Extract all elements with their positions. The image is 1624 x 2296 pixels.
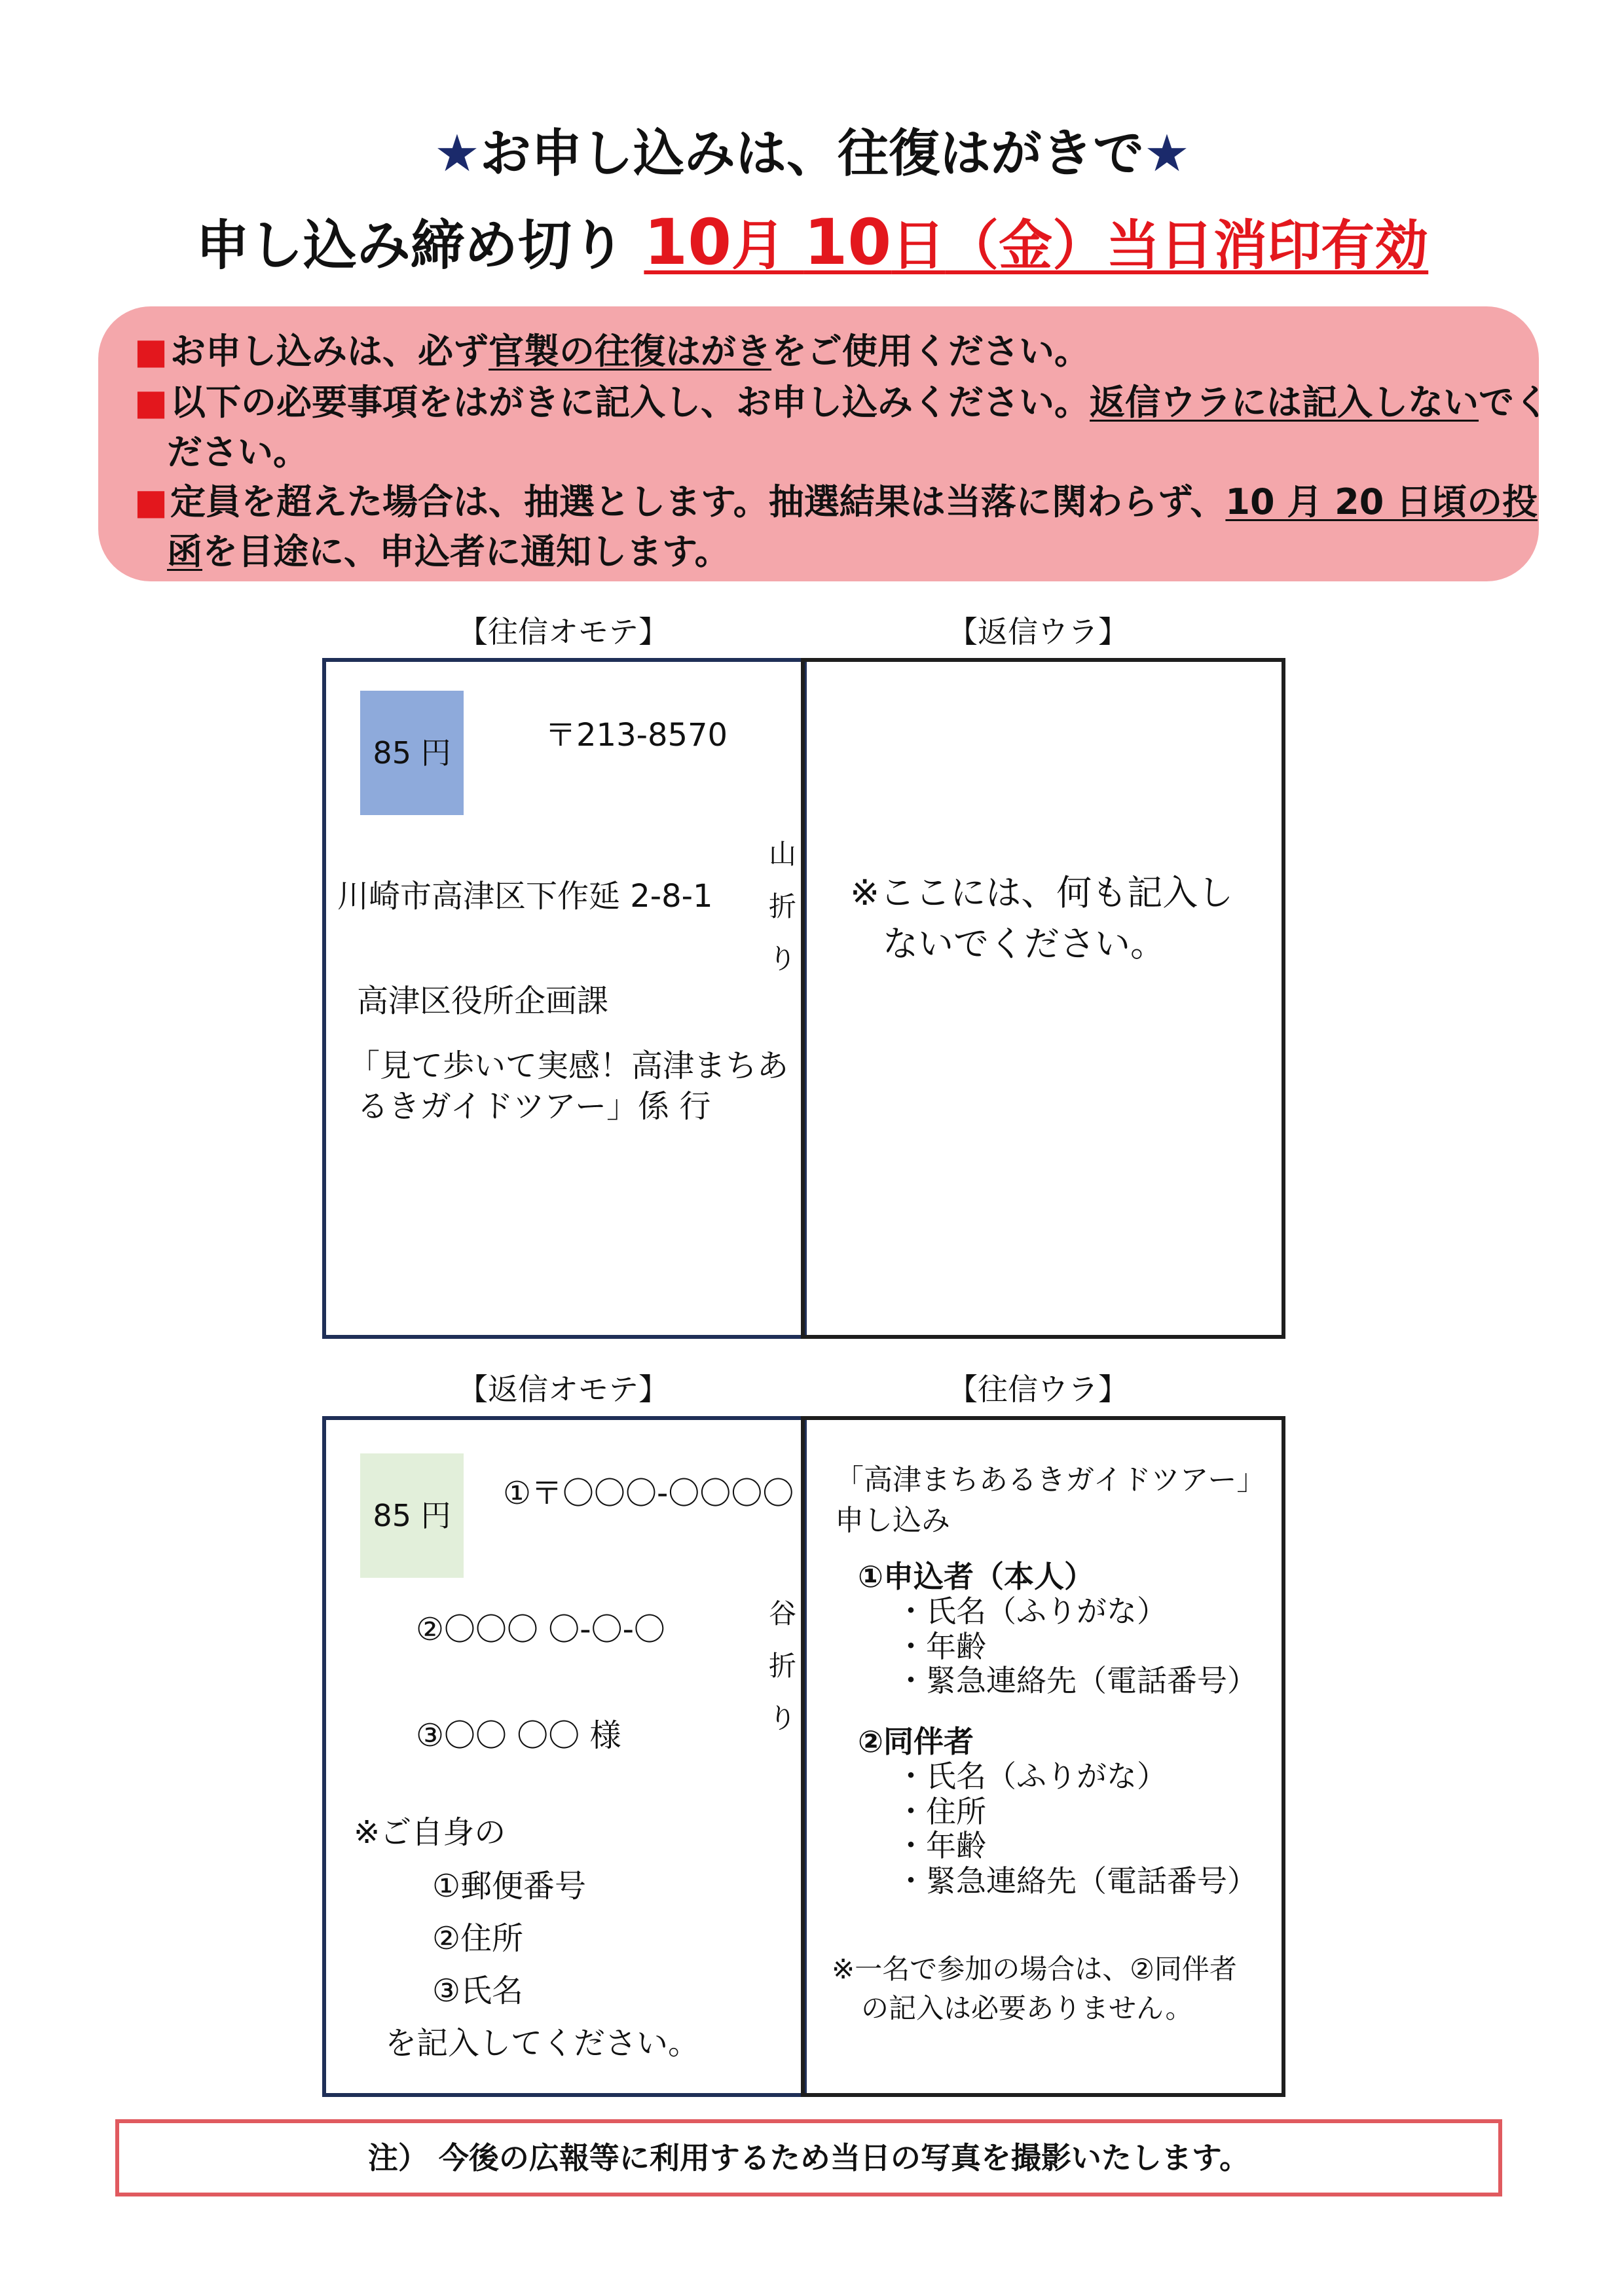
bullet-square-icon: ■ [134, 331, 168, 372]
fold-char: 折 [768, 890, 796, 922]
henshin-ura-note-line-1: ※ここには、何も記入し [850, 872, 1234, 913]
applicant-heading: ①申込者（本人） [858, 1559, 1094, 1594]
companion-item: ・緊急連絡先（電話番号） [896, 1863, 1257, 1899]
notice-line-3 [134, 477, 1538, 528]
notice-line-2-cont [167, 427, 1555, 478]
notice-text: ださい。 [167, 431, 308, 473]
tour-title-line-2: 申し込み [835, 1504, 950, 1537]
single-participant-note-line-1: ※一名で参加の場合は、②同伴者 [832, 1953, 1237, 1985]
notice-text: をご使用ください。 [771, 331, 1090, 372]
tour-name-line-2: るきガイドツアー」係 行 [357, 1088, 711, 1125]
bullet-square-icon: ■ [134, 481, 168, 522]
notice-line-2 [134, 377, 1550, 428]
placeholder-name: ③〇〇 〇〇 様 [416, 1717, 621, 1754]
applicant-item: ・年齢 [896, 1629, 986, 1664]
deadline-month-unit: 月 [731, 215, 785, 277]
address: 川崎市高津区下作延 2-8-1 [337, 878, 713, 915]
label-henshin-omote: 【返信オモテ】 [458, 1372, 669, 1407]
postal-code: 〒213-8570 [545, 717, 728, 754]
notice-line-3-cont [167, 526, 1555, 577]
self-note-head: ※ご自身の [354, 1814, 506, 1851]
notice-underlined-text: 官製の往復はがき [489, 331, 772, 372]
mountain-fold-label [763, 828, 802, 985]
bullet-square-icon: ■ [134, 382, 168, 423]
title-text: お申し込みは、往復はがきで [479, 124, 1144, 183]
fold-char: 折 [768, 1650, 796, 1682]
notice-text: でく [1479, 382, 1550, 423]
label-ofuku-omote: 【往信オモテ】 [458, 614, 669, 649]
label-ofuku-ura: 【往信ウラ】 [948, 1372, 1128, 1407]
deadline-prefix: 申し込み締め切り [195, 215, 625, 277]
self-note-item: ①郵便番号 [432, 1868, 587, 1904]
notice-box [98, 306, 1550, 581]
deadline-date [644, 206, 1429, 279]
notice-text: 定員を超えた場合は、抽選とします。抽選結果は当落に関わらず、 [170, 481, 1226, 522]
companion-heading: ②同伴者 [858, 1724, 974, 1759]
companion-item: ・氏名（ふりがな） [896, 1758, 1167, 1794]
notice-text: お申し込みは、必ず [170, 331, 489, 372]
companion-item: ・年齢 [896, 1828, 986, 1863]
fold-char: 山 [768, 838, 796, 870]
deadline-day-number: 10 [803, 206, 892, 279]
title-heading [0, 118, 1624, 190]
fold-char: り [768, 943, 796, 975]
tour-name-line-1: 「見て歩いて実感！高津まちあ [348, 1048, 789, 1084]
applicant-item: ・緊急連絡先（電話番号） [896, 1663, 1257, 1698]
companion-item: ・住所 [896, 1794, 986, 1829]
photo-notice: 注） 今後の広報等に利用するため当日の写真を撮影いたします。 [115, 2119, 1502, 2196]
notice-underlined-text: 10 月 20 日頃の投 [1225, 481, 1538, 522]
placeholder-address: ②〇〇〇 〇-〇-〇 [416, 1611, 665, 1648]
single-participant-note-line-2: の記入は必要ありません。 [861, 1992, 1193, 2024]
notice-text: 以下の必要事項をはがきに記入し、お申し込みください。 [170, 382, 1090, 423]
henshin-ura-note-line-2: ないでください。 [883, 923, 1166, 964]
stamp-85-yen: 85 円 [360, 1453, 464, 1578]
card-henshin-ura [801, 658, 1285, 1339]
deadline-month-number: 10 [644, 206, 731, 279]
label-henshin-ura: 【返信ウラ】 [948, 614, 1128, 649]
notice-underlined-text: 返信ウラには記入しない [1090, 382, 1479, 423]
fold-char: り [768, 1702, 796, 1734]
deadline-day-unit: 日 [891, 215, 946, 277]
fold-char: 谷 [768, 1597, 796, 1630]
deadline-suffix: （金）当日消印有効 [945, 215, 1429, 277]
star-icon: ★ [1144, 124, 1190, 183]
valley-fold-label [763, 1588, 802, 1745]
placeholder-postal-code: ①〒〇〇〇-〇〇〇〇 [503, 1475, 794, 1512]
self-note-item: ③氏名 [432, 1973, 524, 2009]
applicant-item: ・氏名（ふりがな） [896, 1594, 1167, 1629]
self-note-tail: を記入してください。 [385, 2025, 700, 2062]
star-icon: ★ [434, 124, 480, 183]
tour-title-line-1: 「高津まちあるきガイドツアー」 [835, 1463, 1266, 1497]
notice-line-1 [134, 326, 1522, 377]
stamp-85-yen: 85 円 [360, 691, 464, 815]
office-name: 高津区役所企画課 [357, 983, 609, 1019]
notice-underlined-text: 函 [167, 531, 202, 572]
deadline-heading [0, 200, 1624, 285]
notice-text: を目途に、申込者に通知します。 [202, 531, 730, 572]
self-note-item: ②住所 [432, 1920, 524, 1957]
